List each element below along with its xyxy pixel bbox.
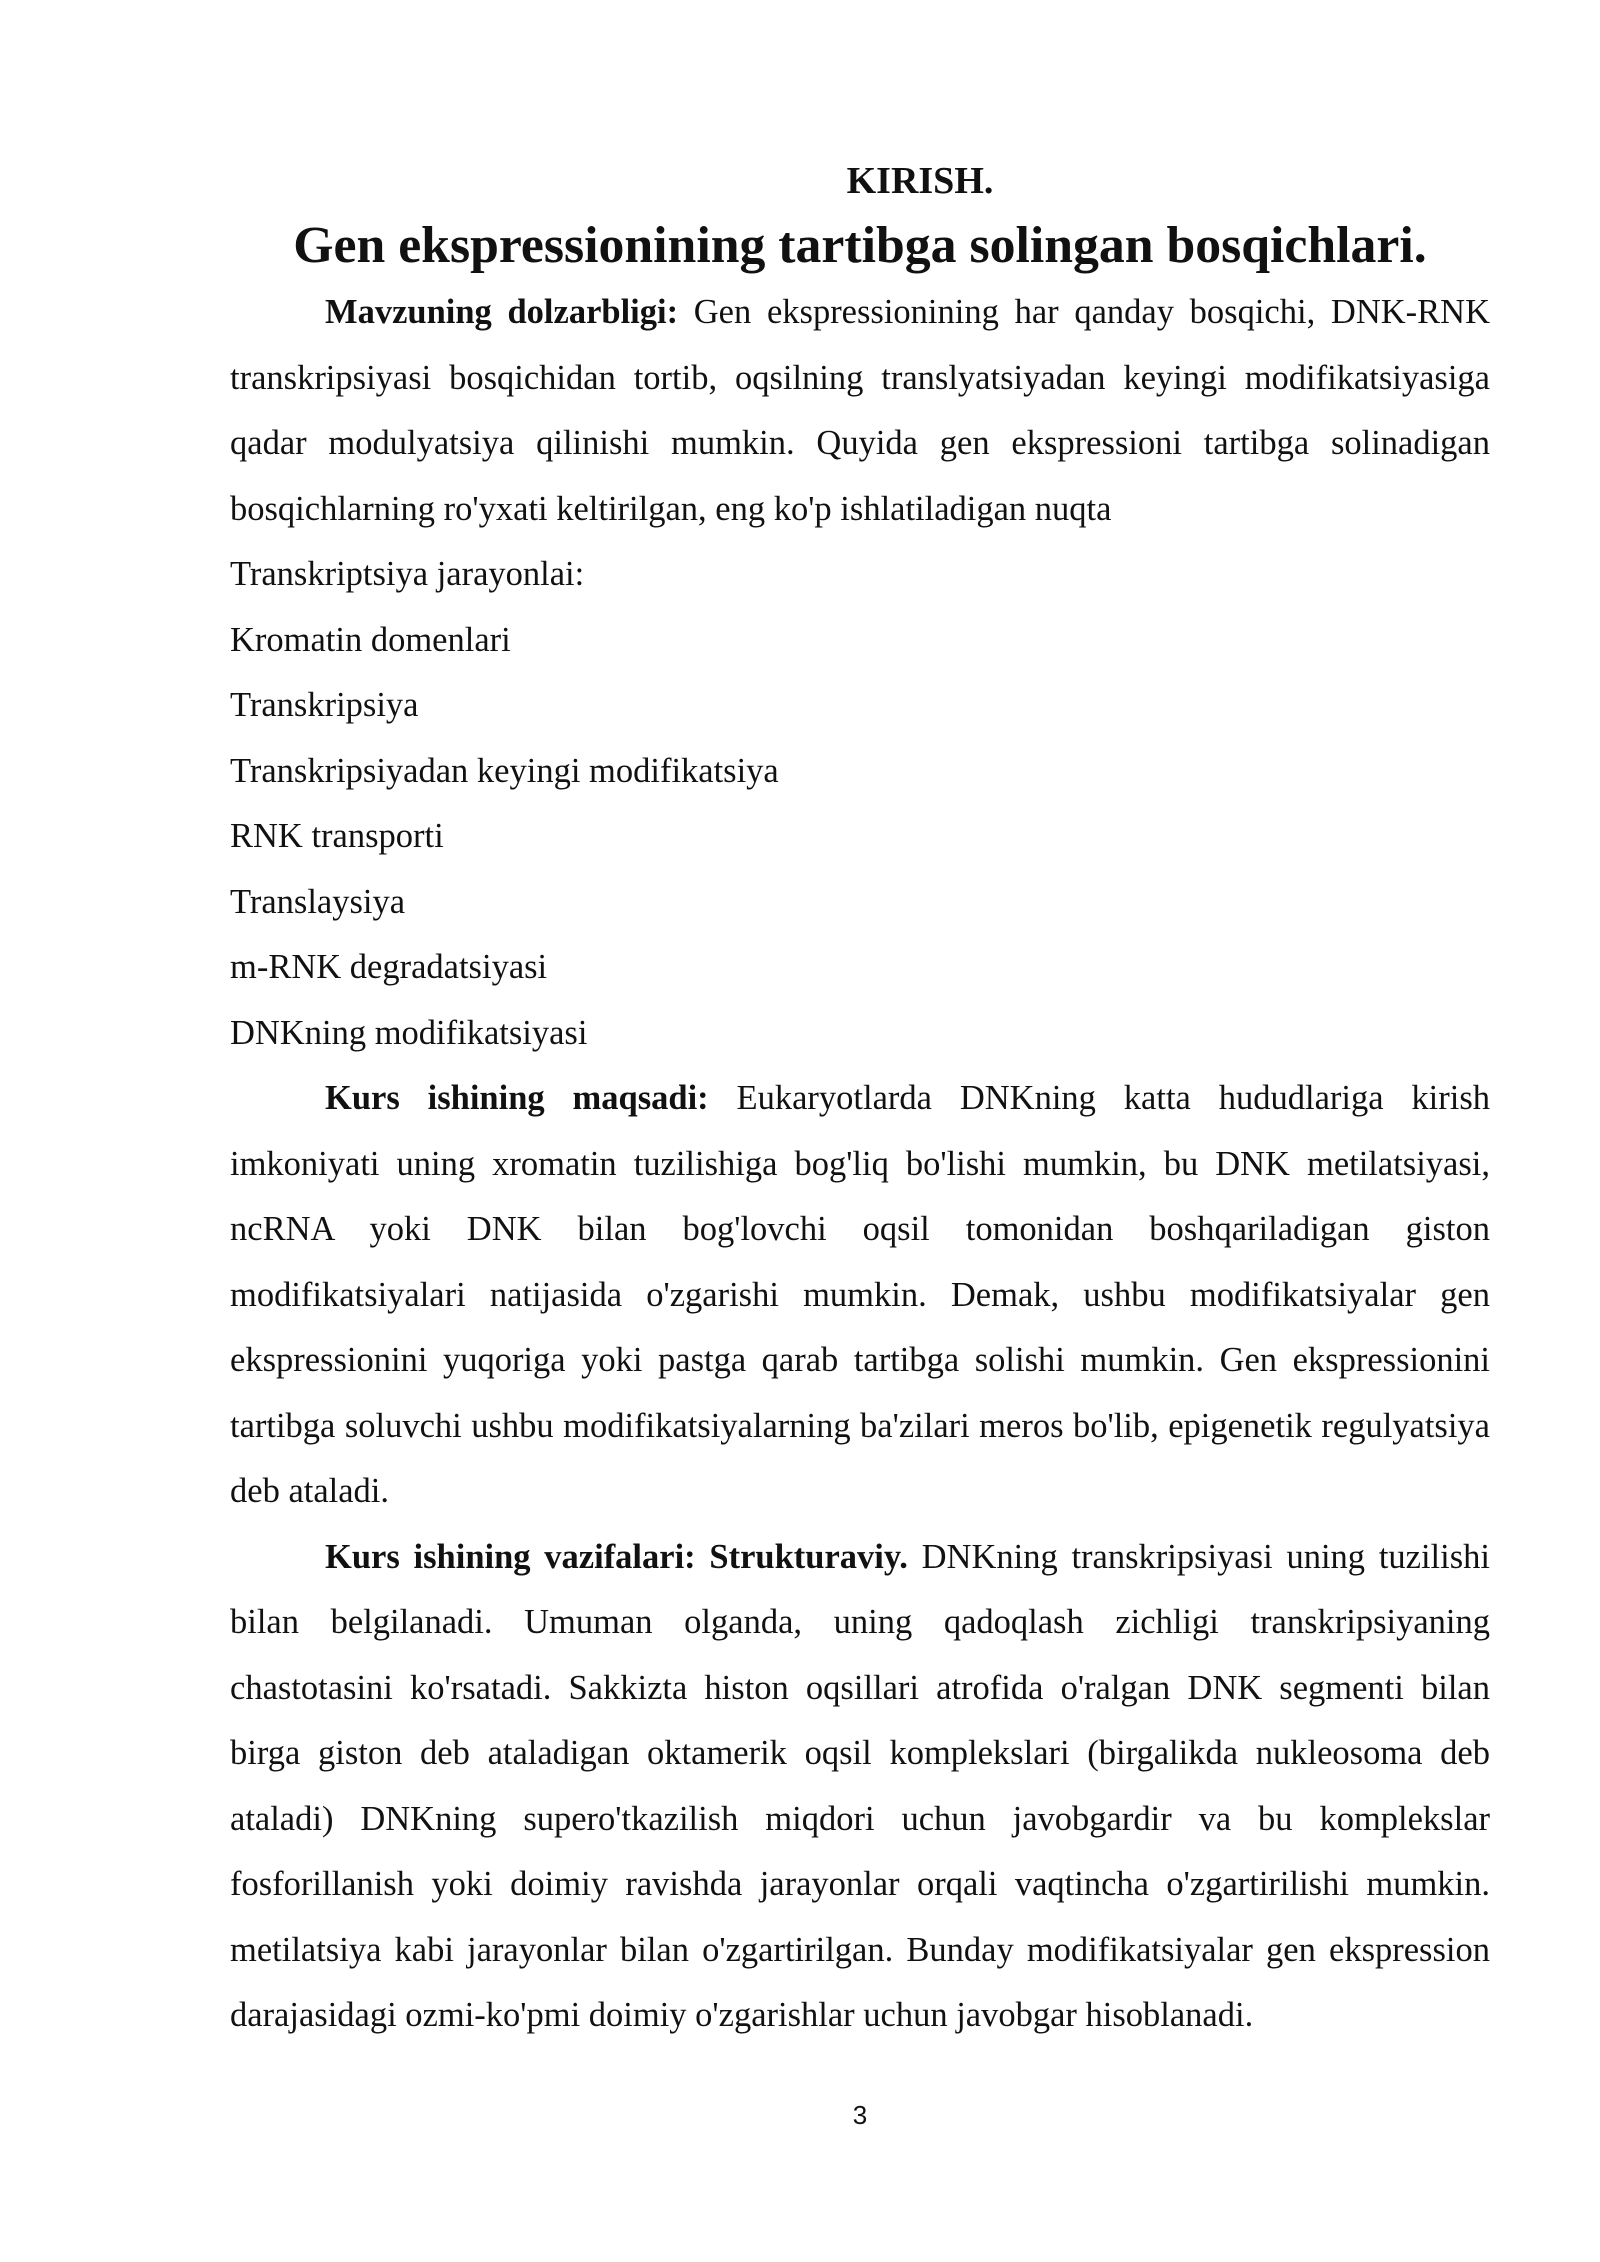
list-item: RNK transporti: [230, 817, 444, 855]
relevance-paragraph: [230, 280, 1490, 542]
aim-text: Eukaryotlarda DNKning katta hududlariga kirish imkoniyati uning xromatin tuzilishiga bog'liq bo'lishi mumkin, bu DNK metilatsiyasi, ncRNA yoki DNK bilan bog'lovchi oqsil tomonidan boshqariladigan giston modifikatsiyalari natijasida o'zgarishi mumkin. Demak, ushbu modifikatsiyalar gen ekspressionini yuqoriga yoki pastga qarab tartibga solishi mumkin. Gen ekspressionini tartibga soluvchi ushbu modifikatsiyalarning ba'zilari meros bo'lib, epigenetik regulyatsiya deb ataladi.: [230, 1079, 1491, 1510]
steps-list: [230, 608, 1490, 1067]
page-number: 3: [852, 2100, 868, 2130]
page-subtitle: Gen ekspressionining tartibga solingan bosqichlari.: [293, 217, 1427, 274]
tasks-label: Kurs ishining vazifalari: Strukturaviy.: [325, 1537, 908, 1576]
list-item: Transkripsiya: [230, 686, 419, 724]
list-item: Transkripsiyadan keyingi modifikatsiya: [230, 751, 779, 790]
list-item: m-RNK degradatsiyasi: [230, 948, 548, 986]
relevance-label: Mavzuning dolzarbligi:: [325, 293, 679, 331]
tasks-paragraph: [230, 1525, 1490, 2049]
aim-label: Kurs ishining maqsadi:: [325, 1079, 709, 1117]
tasks-text: DNKning transkripsiyasi uning tuzilishi bilan belgilanadi. Umuman olganda, uning qadoqlash zichligi transkripsiyaning chastotasini ko'rsatadi. Sakkizta histon oqsillari atrofida o'ralgan DNK segmenti bilan birga giston deb ataladigan oktamerik oqsil komplekslari (birgalikda nukleosoma deb ataladi) DNKning supero'tkazilish miqdori uchun javobgardir va bu komplekslar fosforillanish yoki doimiy ravishda jarayonlar orqali vaqtincha o'zgartirilishi mumkin. metilatsiya kabi jarayonlar bilan o'zgartirilgan. Bunday modifikatsiyalar gen ekspression darajasidagi ozmi-ko'pmi doimiy o'zgarishlar uchun javobgar hisoblanadi.: [230, 1537, 1490, 2034]
aim-paragraph: [230, 1066, 1490, 1525]
relevance-text: Gen ekspressionining har qanday bosqichi, DNK-RNK transkripsiyasi bosqichidan tortib, oqsilning translyatsiyadan keyingi modifikatsiyasiga qadar modulyatsiya qilinishi mumkin. Quyida gen ekspressioni tartibga solinadigan bosqichlarning ro'yxati keltirilgan, eng ko'p ishlatiladigan nuqta: [230, 293, 1490, 528]
list-item: Kromatin domenlari: [230, 620, 511, 659]
document-page: [230, 150, 1490, 2049]
list-item: DNKning modifikatsiyasi: [230, 1013, 588, 1052]
page-title: KIRISH.: [846, 160, 994, 202]
list-item: Translaysiya: [230, 882, 406, 921]
list-heading: Transkriptsiya jarayonlai:: [230, 555, 585, 593]
